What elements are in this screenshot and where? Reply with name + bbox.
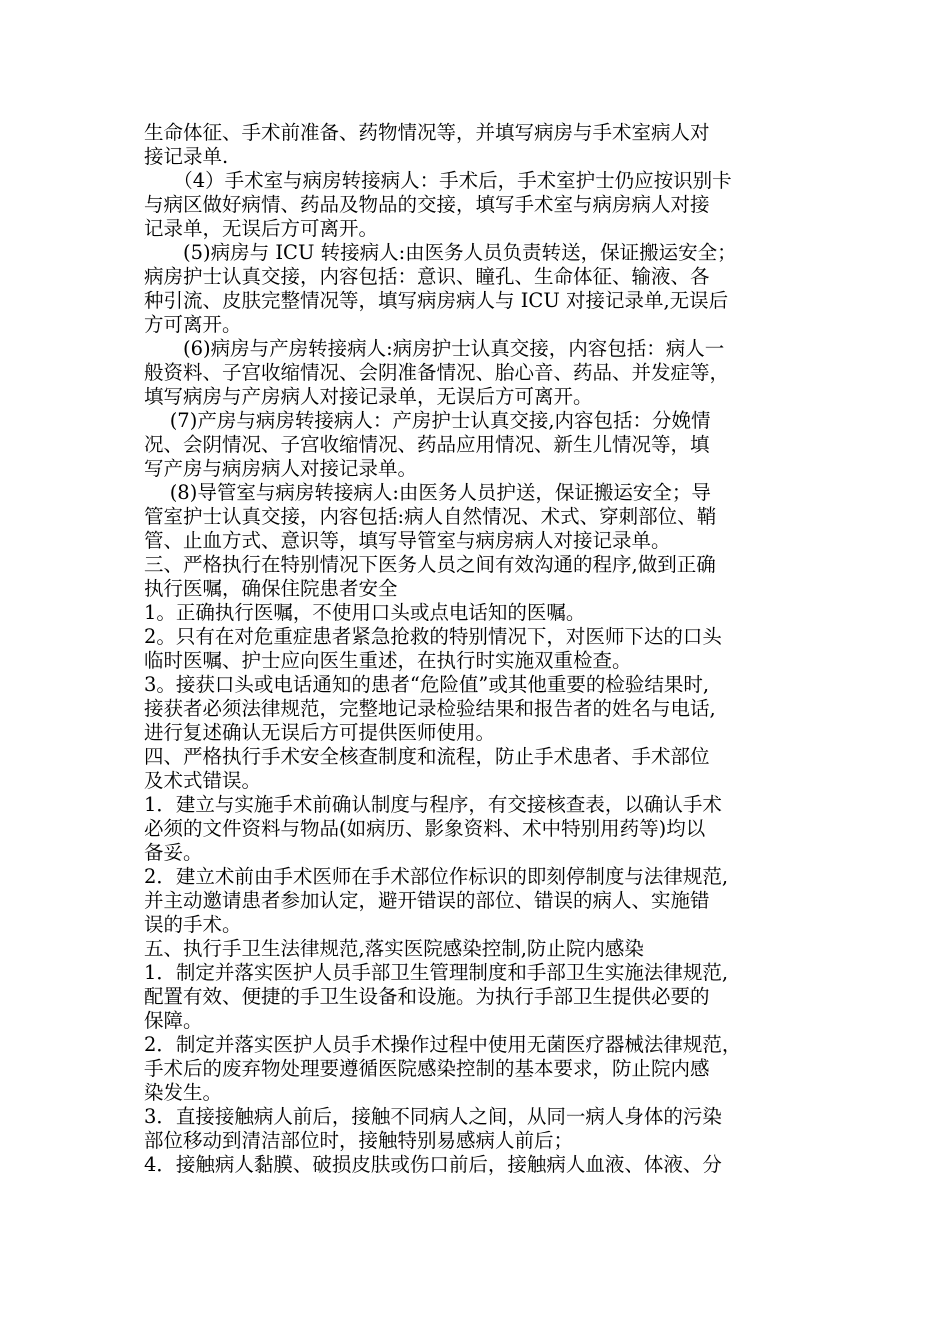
text-line: 并主动邀请患者参加认定，避开错误的部位、错误的病人、实施错 — [144, 889, 710, 912]
text-line: 与病区做好病情、药品及物品的交接，填写手术室与病房病人对接 — [144, 193, 710, 216]
list-item: 4．接触病人黏膜、破损皮肤或伤口前后，接触病人血液、体液、分 — [144, 1153, 722, 1176]
text-line: 记录单，无误后方可离开。 — [144, 217, 379, 240]
list-item: 2．建立术前由手术医师在手术部位作标识的即刻停制度与法律规范, — [144, 865, 729, 888]
text-line: (5)病房与 ICU 转接病人:由医务人员负责转送，保证搬运安全； — [144, 241, 737, 264]
section-heading: 五、执行手卫生法律规范,落实医院感染控制,防止院内感染 — [144, 937, 644, 960]
text-line: 手术后的废弃物处理要遵循医院感染控制的基本要求，防止院内感 — [144, 1057, 710, 1080]
text-line: 写产房与病房病人对接记录单。 — [144, 457, 418, 480]
text-line: (7)产房与病房转接病人：产房护士认真交接,内容包括：分娩情 — [144, 409, 711, 432]
text-line: 部位移动到清洁部位时，接触特别易感病人前后； — [144, 1129, 574, 1152]
section-heading: 三、严格执行在特别情况下医务人员之间有效沟通的程序,做到正确 — [144, 553, 716, 576]
text-line: 填写病房与产房病人对接记录单，无误后方可离开。 — [144, 385, 593, 408]
text-line: 接获者必须法律规范，完整地记录检验结果和报告者的姓名与电话, — [144, 697, 716, 720]
list-item: 2。只有在对危重症患者紧急抢救的特别情况下，对医师下达的口头 — [144, 625, 722, 648]
text-line: 染发生。 — [144, 1081, 223, 1104]
text-line: 必须的文件资料与物品(如病历、影象资料、术中特别用药等)均以 — [144, 817, 706, 840]
section-heading: 及术式错误。 — [144, 769, 262, 792]
list-item: 3．直接接触病人前后，接触不同病人之间，从同一病人身体的污染 — [144, 1105, 722, 1128]
text-line: （4）手术室与病房转接病人：手术后，手术室护士仍应按识别卡 — [144, 169, 732, 192]
text-line: 配置有效、便捷的手卫生设备和设施。为执行手部卫生提供必要的 — [144, 985, 710, 1008]
document-page — [144, 121, 806, 1177]
text-line: 备妥。 — [144, 841, 203, 864]
section-heading: 四、严格执行手术安全核查制度和流程，防止手术患者、手术部位 — [144, 745, 710, 768]
text-line: (6)病房与产房转接病人:病房护士认真交接，内容包括：病人一 — [144, 337, 725, 360]
text-line: 保障。 — [144, 1009, 203, 1032]
text-line: 方可离开。 — [144, 313, 242, 336]
text-line: (8)导管室与病房转接病人:由医务人员护送，保证搬运安全；导 — [144, 481, 711, 504]
text-line: 生命体征、手术前准备、药物情况等，并填写病房与手术室病人对 — [144, 121, 710, 144]
list-item: 2．制定并落实医护人员手术操作过程中使用无菌医疗器械法律规范， — [144, 1033, 742, 1056]
text-line: 临时医嘱、护士应向医生重述，在执行时实施双重检查。 — [144, 649, 632, 672]
list-item: 1．制定并落实医护人员手部卫生管理制度和手部卫生实施法律规范, — [144, 961, 729, 984]
text-line: 进行复述确认无误后方可提供医师使用。 — [144, 721, 496, 744]
list-item: 1。正确执行医嘱，不使用口头或点电话知的医嘱。 — [144, 601, 586, 624]
text-line: 病房护士认真交接，内容包括：意识、瞳孔、生命体征、输液、各 — [144, 265, 710, 288]
text-line: 况、会阴情况、子宫收缩情况、药品应用情况、新生儿情况等，填 — [144, 433, 710, 456]
text-line: 管室护士认真交接，内容包括:病人自然情况、术式、穿刺部位、鞘 — [144, 505, 717, 528]
text-line: 误的手术。 — [144, 913, 242, 936]
list-item: 1．建立与实施手术前确认制度与程序，有交接核查表，以确认手术 — [144, 793, 722, 816]
text-line: 般资料、子宫收缩情况、会阴准备情况、胎心音、药品、并发症等， — [144, 361, 730, 384]
section-heading: 执行医嘱，确保住院患者安全 — [144, 577, 398, 600]
text-line: 管、止血方式、意识等，填写导管室与病房病人对接记录单。 — [144, 529, 671, 552]
text-line: 种引流、皮肤完整情况等，填写病房病人与 ICU 对接记录单,无误后 — [144, 289, 729, 312]
list-item: 3。接获口头或电话通知的患者“危险值”或其他重要的检验结果时, — [144, 673, 710, 696]
text-line: 接记录单. — [144, 145, 229, 168]
